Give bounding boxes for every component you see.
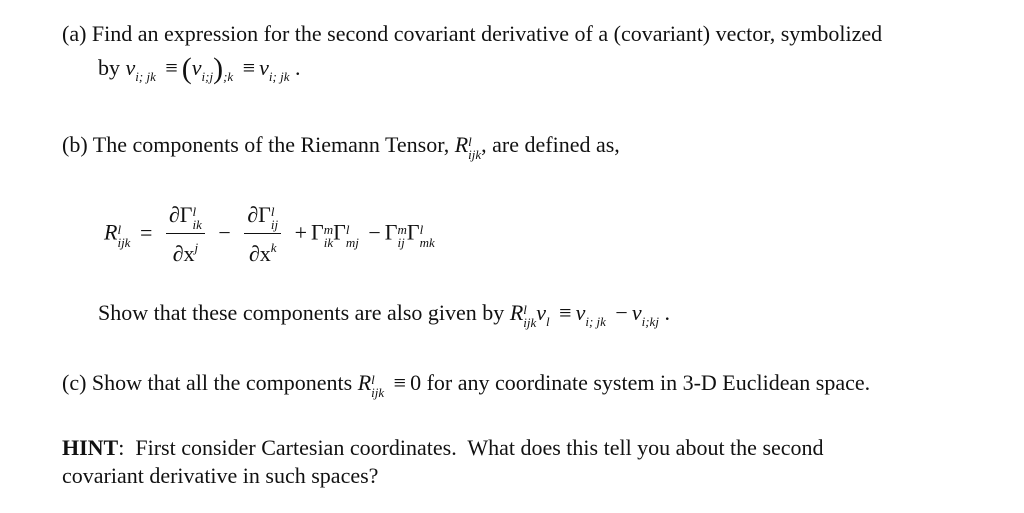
math-open-paren: ( [181, 52, 192, 85]
eq-frac-2-indices [271, 205, 278, 231]
eq-frac-2 [244, 203, 281, 266]
math-sub-ijk: i; jk [135, 69, 156, 84]
eq-frac-2-sup: l [270, 204, 275, 219]
eq-frac-1-den-text: ∂x [172, 241, 195, 266]
show-R: R [509, 300, 524, 325]
eq-frac-1 [166, 203, 205, 266]
eq-R: R [104, 219, 118, 245]
hint-label: HINT [62, 435, 119, 460]
eq-frac-2-den [244, 234, 281, 266]
eq-minus-2: − [368, 219, 381, 245]
eq-frac-2-num-text: ∂Γ [247, 202, 271, 227]
show-R-sup: l [523, 302, 527, 317]
part-b-text: The components of the Riemann Tensor, [92, 132, 450, 157]
part-a-by: by [98, 55, 120, 80]
show-equiv: ≡ [559, 300, 572, 325]
part-b-show-text: Show that these components are also given by [98, 300, 505, 325]
eq-frac-1-sup: l [192, 204, 197, 219]
math-v-inner: v [191, 55, 202, 80]
show-v-2: v [575, 300, 586, 325]
eq-frac-1-sub: ik [192, 217, 202, 232]
part-b-label: (b) [62, 132, 88, 157]
math-equiv: ≡ [165, 55, 178, 80]
part-c-equiv: ≡ [393, 370, 407, 395]
math-sub-k: ;k [223, 69, 234, 84]
eq-gamma-3b-indices [346, 223, 359, 249]
part-a-line1 [62, 21, 882, 47]
hint-line2 [62, 463, 378, 489]
show-R-sub: ijk [523, 315, 537, 330]
math-v: v [125, 55, 136, 80]
part-b-line1 [62, 132, 620, 161]
riemann-symbol: R [454, 132, 469, 157]
part-c-R-sub: ijk [371, 385, 385, 400]
eq-R-sup: l [117, 221, 122, 237]
part-c-R-indices [371, 373, 384, 399]
hint-text-2: covariant derivative in such spaces? [62, 463, 379, 488]
part-b-text-after: , are defined as, [481, 132, 620, 157]
show-end: . [664, 300, 670, 325]
eq-gamma-3b-sub: mj [345, 234, 359, 250]
eq-equals: = [139, 219, 153, 245]
math-end: . [294, 55, 301, 80]
eq-gamma-3b-sup: l [345, 221, 350, 237]
eq-gamma-3b: Γ [333, 219, 346, 245]
math-sub-ijk-2: i; jk [268, 69, 290, 84]
show-v-2-sub: i; jk [585, 314, 606, 329]
riemann-equation [104, 203, 435, 266]
part-a-text: Find an expression for the second covariant derivative of a (covariant) vector, symbolized [91, 21, 883, 46]
eq-plus: + [294, 219, 308, 245]
math-v-2: v [259, 55, 269, 80]
part-c-R: R [357, 370, 372, 395]
eq-gamma-3a: Γ [311, 219, 324, 245]
math-close-paren: ) [213, 52, 224, 85]
eq-gamma-4b-sup: l [419, 221, 424, 237]
part-b-show-line [98, 300, 670, 335]
part-c-R-sup: l [371, 372, 375, 387]
eq-R-indices [117, 223, 130, 249]
eq-frac-1-num-text: ∂Γ [168, 202, 193, 227]
show-v-3: v [631, 300, 642, 325]
eq-frac-1-den [166, 234, 205, 266]
eq-frac-1-num [166, 203, 205, 234]
eq-gamma-3a-sub: ik [323, 234, 334, 250]
riemann-sup: l [468, 134, 472, 149]
part-c-zero: 0 [410, 370, 422, 395]
math-equiv-2: ≡ [242, 55, 256, 80]
eq-minus: − [218, 219, 231, 245]
riemann-sub: ijk [468, 147, 482, 162]
math-sub-ij: i;j [201, 69, 214, 84]
eq-gamma-3a-sup: m [323, 221, 334, 237]
eq-gamma-4a: Γ [384, 219, 398, 245]
eq-frac-2-sub: ij [270, 217, 279, 232]
part-c-line [62, 370, 870, 399]
part-c-label: (c) [62, 370, 87, 395]
riemann-indices [468, 135, 481, 161]
eq-gamma-4b-indices [420, 223, 435, 249]
show-R-indices [523, 303, 536, 329]
show-v: v [536, 300, 547, 325]
eq-gamma-4b: Γ [406, 219, 420, 245]
hint-text-1: : First consider Cartesian coordinates. What does this tell you about the second [118, 435, 824, 460]
eq-R-sub: ijk [117, 234, 131, 250]
eq-frac-1-den-sup: j [194, 240, 199, 255]
show-v-3-sub: i;kj [641, 314, 659, 329]
eq-gamma-4a-sup: m [397, 221, 407, 237]
eq-gamma-4a-indices [398, 223, 407, 249]
show-v-sub: l [546, 314, 550, 329]
eq-frac-2-num [244, 203, 281, 234]
show-minus: − [615, 300, 628, 325]
eq-gamma-4b-sub: mk [419, 234, 435, 250]
part-c-text: Show that all the components [91, 370, 353, 395]
eq-frac-1-indices [192, 205, 201, 231]
eq-frac-2-den-text: ∂x [248, 241, 271, 266]
part-a-label: (a) [62, 21, 87, 46]
hint-line1 [62, 435, 824, 461]
eq-frac-2-den-sup: k [270, 240, 277, 255]
eq-gamma-4a-sub: ij [397, 234, 405, 250]
eq-gamma-3a-indices [324, 223, 333, 249]
part-a-line2 [98, 52, 301, 90]
part-c-text-after: for any coordinate system in 3-D Euclidean space. [426, 370, 871, 395]
